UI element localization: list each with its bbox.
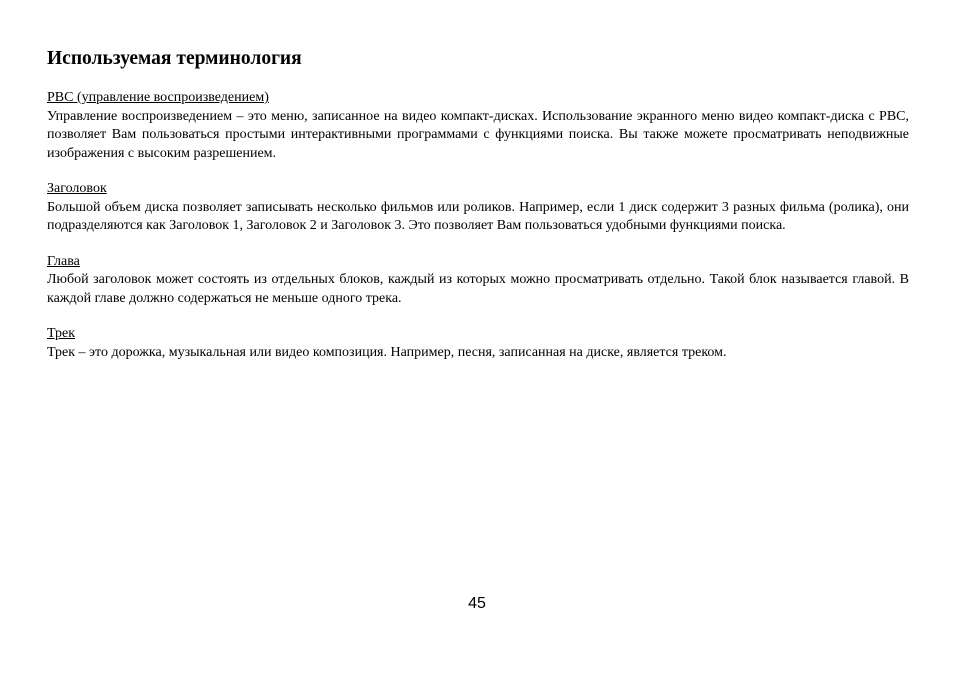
section-pbc xyxy=(47,89,909,163)
term-heading: Глава xyxy=(47,253,80,269)
term-definition: Большой объем диска позволяет записывать несколько фильмов или роликов. Например, если 1 диск содержит 3 разных фильма (ролика), они подразделяются как Заголовок 1, Заголовок 2 и Заголовок 3. Это позволяет Вам пользоваться удобными функциями поиска. xyxy=(47,199,909,233)
section-track xyxy=(47,325,909,362)
page-number: 45 xyxy=(468,595,486,612)
term-definition: Трек – это дорожка, музыкальная или видео композиция. Например, песня, записанная на диске, является треком. xyxy=(47,344,727,360)
terminology-list xyxy=(47,89,909,379)
page-title: Используемая терминология xyxy=(47,48,302,69)
section-chapter xyxy=(47,253,909,309)
section-title xyxy=(47,180,909,236)
term-heading: PBC (управление воспроизведением) xyxy=(47,90,269,105)
term-heading: Трек xyxy=(47,326,76,341)
term-definition: Любой заголовок может состоять из отдельных блоков, каждый из которых можно просматривать отдельно. Такой блок называется главой. В каждой главе должно содержаться не меньше одного трека. xyxy=(47,272,909,306)
term-definition: Управление воспроизведением – это меню, записанное на видео компакт-дисках. Использование экранного меню видео компакт-диска с PBC, позволяет Вам пользоваться простыми интерактивными программами с функциями поиска. Вы также можете просматривать неподвижные изображения с высоким разрешением. xyxy=(47,108,909,161)
term-heading: Заголовок xyxy=(47,181,107,196)
